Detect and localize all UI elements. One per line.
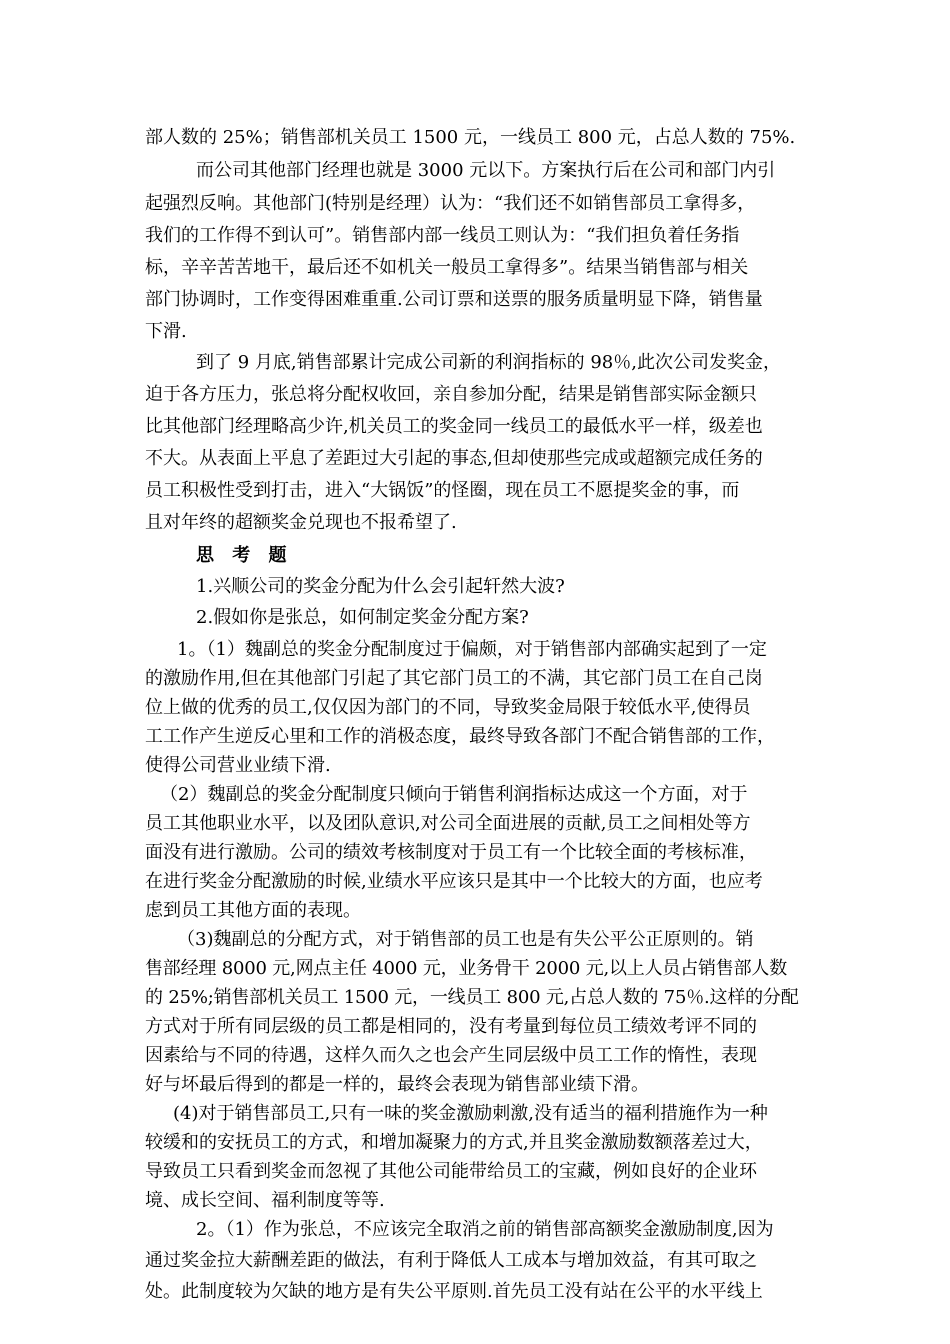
- text-line: 虑到员工其他方面的表现。: [145, 900, 361, 921]
- text-line: 通过奖金拉大薪酬差距的做法，有利于降低人工成本与增加效益，有其可取之: [145, 1250, 757, 1271]
- text-line: 下滑.: [145, 321, 187, 342]
- question-line: 2.假如你是张总，如何制定奖金分配方案?: [196, 607, 529, 628]
- text-line: 在进行奖金分配激励的时候,业绩水平应该只是其中一个比较大的方面，也应考: [145, 871, 763, 892]
- text-line: 位上做的优秀的员工,仅仅因为部门的不同，导致奖金局限于较低水平,使得员: [145, 697, 751, 718]
- text-line: 标，辛辛苦苦地干，最后还不如机关一般员工拿得多”。结果当销售部与相关: [145, 257, 749, 278]
- text-line: 员工其他职业水平，以及团队意识,对公司全面进展的贡献,员工之间相处等方: [145, 813, 751, 834]
- text-line: （3)魏副总的分配方式，对于销售部的员工也是有失公平公正原则的。销: [177, 929, 754, 950]
- text-line: 起强烈反响。其他部门(特别是经理）认为：“我们还不如销售部员工拿得多，: [145, 193, 756, 214]
- text-line: 2。（1）作为张总，不应该完全取消之前的销售部高额奖金激励制度,因为: [196, 1219, 774, 1240]
- text-line: 方式对于所有同层级的员工都是相同的，没有考量到每位员工绩效考评不同的: [145, 1016, 757, 1037]
- text-line: 比其他部门经理略高少许,机关员工的奖金同一线员工的最低水平一样，级差也: [145, 416, 763, 437]
- text-line: 较缓和的安抚员工的方式，和增加凝聚力的方式,并且奖金激励数额落差过大，: [145, 1132, 763, 1153]
- text-line: 部人数的 25%；销售部机关员工 1500 元，一线员工 800 元，占总人数的 75%.: [145, 127, 796, 148]
- text-line: 员工积极性受到打击，进入“大锅饭”的怪圈，现在员工不愿提奖金的事，而: [145, 480, 740, 501]
- text-line: 售部经理 8000 元,网点主任 4000 元，业务骨干 2000 元,以上人员占销售部人数: [145, 958, 787, 979]
- text-line: 工工作产生逆反心里和工作的消极态度，最终导致各部门不配合销售部的工作，: [145, 726, 775, 747]
- text-line: 面没有进行激励。公司的绩效考核制度对于员工有一个比较全面的考核标准，: [145, 842, 757, 863]
- text-line: 导致员工只看到奖金而忽视了其他公司能带给员工的宝藏，例如良好的企业环: [145, 1161, 757, 1182]
- text-line: 使得公司营业业绩下滑.: [145, 755, 331, 776]
- text-line: 到了 9 月底,销售部累计完成公司新的利润指标的 98％,此次公司发奖金，: [196, 352, 781, 373]
- text-line: 的激励作用,但在其他部门引起了其它部门员工的不满，其它部门员工在自己岗: [145, 668, 763, 689]
- text-line: 境、成长空间、福利制度等等.: [145, 1190, 385, 1211]
- text-line: 而公司其他部门经理也就是 3000 元以下。方案执行后在公司和部门内引: [196, 160, 776, 181]
- text-line: 因素给与不同的待遇，这样久而久之也会产生同层级中员工工作的惰性，表现: [145, 1045, 757, 1066]
- text-line: 好与坏最后得到的都是一样的，最终会表现为销售部业绩下滑。: [145, 1074, 649, 1095]
- text-line: 我们的工作得不到认可”。销售部内部一线员工则认为：“我们担负着任务指: [145, 225, 740, 246]
- text-line: (4)对于销售部员工,只有一味的奖金激励刺激,没有适当的福利措施作为一种: [173, 1103, 768, 1124]
- question-line: 1.兴顺公司的奖金分配为什么会引起轩然大波?: [196, 576, 565, 597]
- text-line: 部门协调时，工作变得困难重重.公司订票和送票的服务质量明显下降，销售量: [145, 289, 763, 310]
- text-line: 的 25%;销售部机关员工 1500 元，一线员工 800 元,占总人数的 75％.这样的分配: [145, 987, 799, 1008]
- text-line: 不大。从表面上平息了差距过大引起的事态,但却使那些完成或超额完成任务的: [145, 448, 763, 469]
- text-line: 处。此制度较为欠缺的地方是有失公平原则.首先员工没有站在公平的水平线上: [145, 1281, 763, 1302]
- section-heading: 思 考 题: [196, 545, 293, 566]
- text-line: （2）魏副总的奖金分配制度只倾向于销售利润指标达成这一个方面，对于: [160, 784, 748, 805]
- text-line: 迫于各方压力，张总将分配权收回，亲自参加分配，结果是销售部实际金额只: [145, 384, 757, 405]
- text-line: 1。（1）魏副总的奖金分配制度过于偏颇，对于销售部内部确实起到了一定: [177, 639, 767, 660]
- text-line: 且对年终的超额奖金兑现也不报希望了.: [145, 512, 457, 533]
